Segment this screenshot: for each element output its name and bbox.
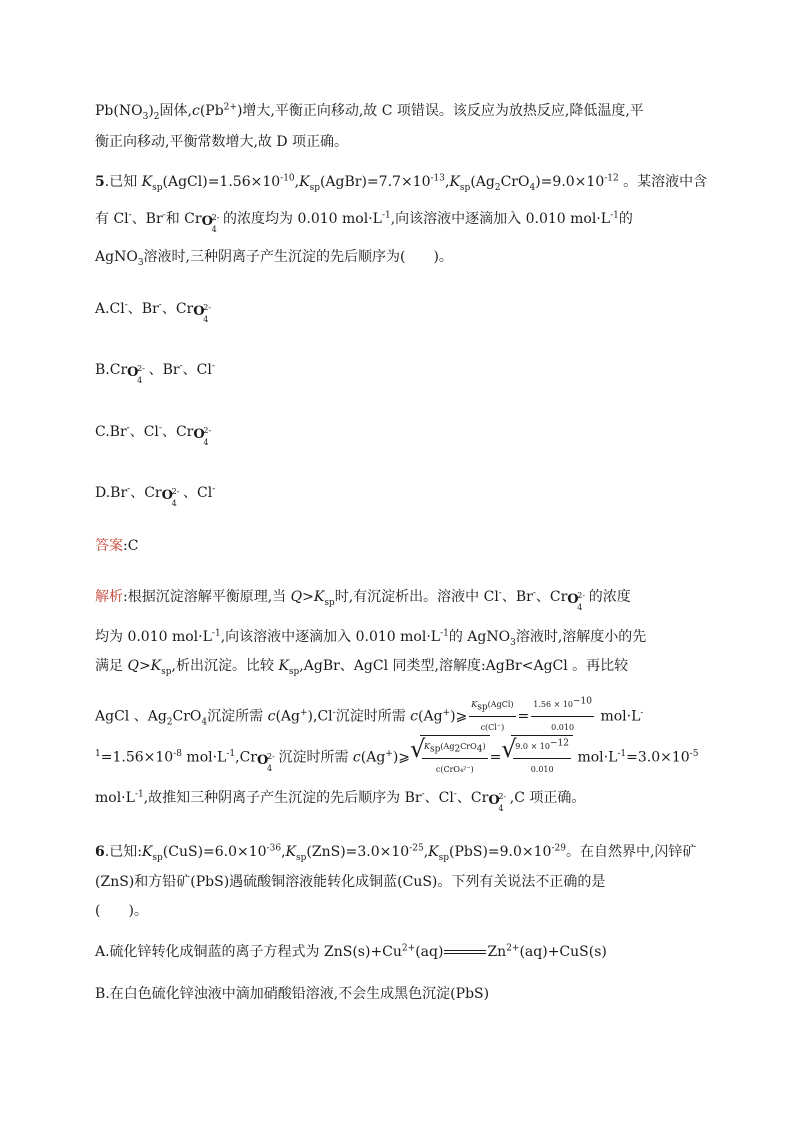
answer-label: 答案 — [95, 538, 123, 554]
equilibrium-sign — [444, 950, 486, 954]
q5-explanation-line-3: 满足 $Q>K_{sp}$,析出沉淀。比较 $K_{sp},AgBr$、AgCl 同类型,溶解度:AgBr<AgCl 。再比较 — [95, 658, 629, 677]
q5-explanation-line-1: 解析:根据沉淀溶解平衡原理,当 $Q>K_{sp}$时,有沉淀析出。溶液中 Cl-、Br-、Cr O 2- 4 的浓度 — [95, 588, 631, 612]
chromate-ion: O 2- 4 — [161, 487, 180, 508]
q5-explanation-line-6: $mol\cdot L^{-1}$,故推知三种阴离子产生沉淀的先后顺序为 Br-、Cl-、Cr O 2- 4 ,C 项正确。 — [95, 789, 586, 813]
agcl-value-fraction: $\frac{1.56 \times 10^{-10}}{0.010}$ — [533, 696, 593, 732]
q6-option-b[interactable]: B.在白色硫化锌浊液中滴加硝酸铅溶液,不会生成黑色沉淀(PbS) — [95, 986, 490, 1002]
explanation-label: 解析 — [95, 589, 123, 605]
q5-stem-line-1: 5.已知 $K_{sp}(AgCl)=1.56\times 10^{-10},K_{sp}(AgBr)=7.7\times 10^{-13},K_{sp}(Ag_2CrO_4)=9.0\times 10^{-12}$ 。某溶液中含 — [95, 173, 708, 193]
q6-stem-line-1: 6.已知$:K_{sp}(CuS)=6.0\times 10^{-36},K_{sp}(ZnS)=3.0\times 10^{-25},K_{sp}(PbS)=9.0\times 10^{-29}$。在自然界中,闪锌矿 — [95, 843, 697, 863]
q5-option-b[interactable]: B.Cr O 2- 4 、Br-、Cl- — [95, 361, 215, 385]
intro-line-1: $Pb(NO_3)_2$固体$,c(Pb^{2+})$增大,平衡正向移动,故 C 项错误。该反应为放热反应,降低温度,平 — [95, 102, 644, 122]
chromate-ion: O 2- 4 — [127, 364, 145, 385]
intro-line-2: 衡正向移动,平衡常数增大,故 D 项正确。 — [95, 134, 349, 150]
q6-stem-line-3: ( )。 — [95, 903, 148, 919]
q6-option-a[interactable]: A.硫化锌转化成铜蓝的离子方程式为 $ZnS(s)+Cu^{2+}(aq)$ $Zn^{2+}(aq)+CuS(s)$ — [95, 943, 607, 960]
q5-option-d[interactable]: D.Br-、Cr O 2- 4 、Cl- — [95, 484, 216, 508]
q5-answer: 答案:C — [95, 538, 139, 554]
chromate-ion: O 2- 4 — [201, 213, 220, 234]
q5-stem-line-2: 有 Cl-、Br-和 Cr O 2- 4 的浓度均为 0.010 $mol\cdot L^{-1}$,向该溶液中逐滴加入 0.010 $mol\cdot L^{-1}$的 — [95, 210, 633, 234]
q5-stem-line-3: AgNO$_3$溶液时,三种阴离子产生沉淀的先后顺序为( )。 — [95, 249, 453, 268]
sqrt-ag2cro4-value: √ $\frac{9.0 \times 10^{-12}}{0.010}$ — [501, 735, 573, 780]
q5-option-c[interactable]: C.Br-、Cl-、Cr O 2- 4 — [95, 423, 212, 447]
q5-option-a[interactable]: A.Cl-、Br-、Cr O 2- 4 — [95, 300, 212, 324]
ksp-agcl-fraction: $\frac{K_{sp}(AgCl)}{c(Cl^-)}$ — [469, 695, 515, 738]
q5-explanation-line-5: $^1=1.56\times 10^{-8}$ $mol\cdot L^{-1},Cr$ O 2- 4 沉淀时所需 c(Ag+)⩾ √ $\frac{K_{sp}(Ag_2CrO_4)}{\text{c(CrO₄²⁻)}}$ = √ $\frac{9.0 \times 10^{-12}}{0.010}$ $mol\cdot L^{-1}=3.0\times 10^{-5}$ — [95, 735, 699, 780]
chromate-ion: O 2- 4 — [193, 426, 212, 447]
q6-stem-line-2: (ZnS)和方铅矿(PbS)遇硫酸铜溶液能转化成铜蓝(CuS)。下列有关说法不正确的是 — [95, 874, 606, 890]
q5-explanation-line-4: AgCl 、$Ag_2CrO_4$沉淀所需 c(Ag+),Cl-沉淀时所需 c(Ag+)⩾ $\frac{K_{sp}(AgCl)}{c(Cl^-)}$ = $\frac{1.56 \times 10^{-10}}{0.010}$ mol·L- — [95, 695, 643, 738]
chromate-ion: O 2- 4 — [193, 303, 212, 324]
chromate-ion: O 2- 4 — [488, 792, 507, 813]
chromate-ion: O 2- 4 — [567, 591, 586, 612]
sqrt-ksp-ag2cro4: √ $\frac{K_{sp}(Ag_2CrO_4)}{\text{c(CrO₄²⁻)}}$ — [410, 735, 490, 780]
q5-explanation-line-2: 均为 0.010 $mol\cdot L^{-1}$,向该溶液中逐滴加入 0.010 $mol\cdot L^{-1}$的 AgNO$_3$溶液时,溶解度小的先 — [95, 628, 647, 648]
chromate-ion: O 2- 4 — [257, 751, 275, 773]
